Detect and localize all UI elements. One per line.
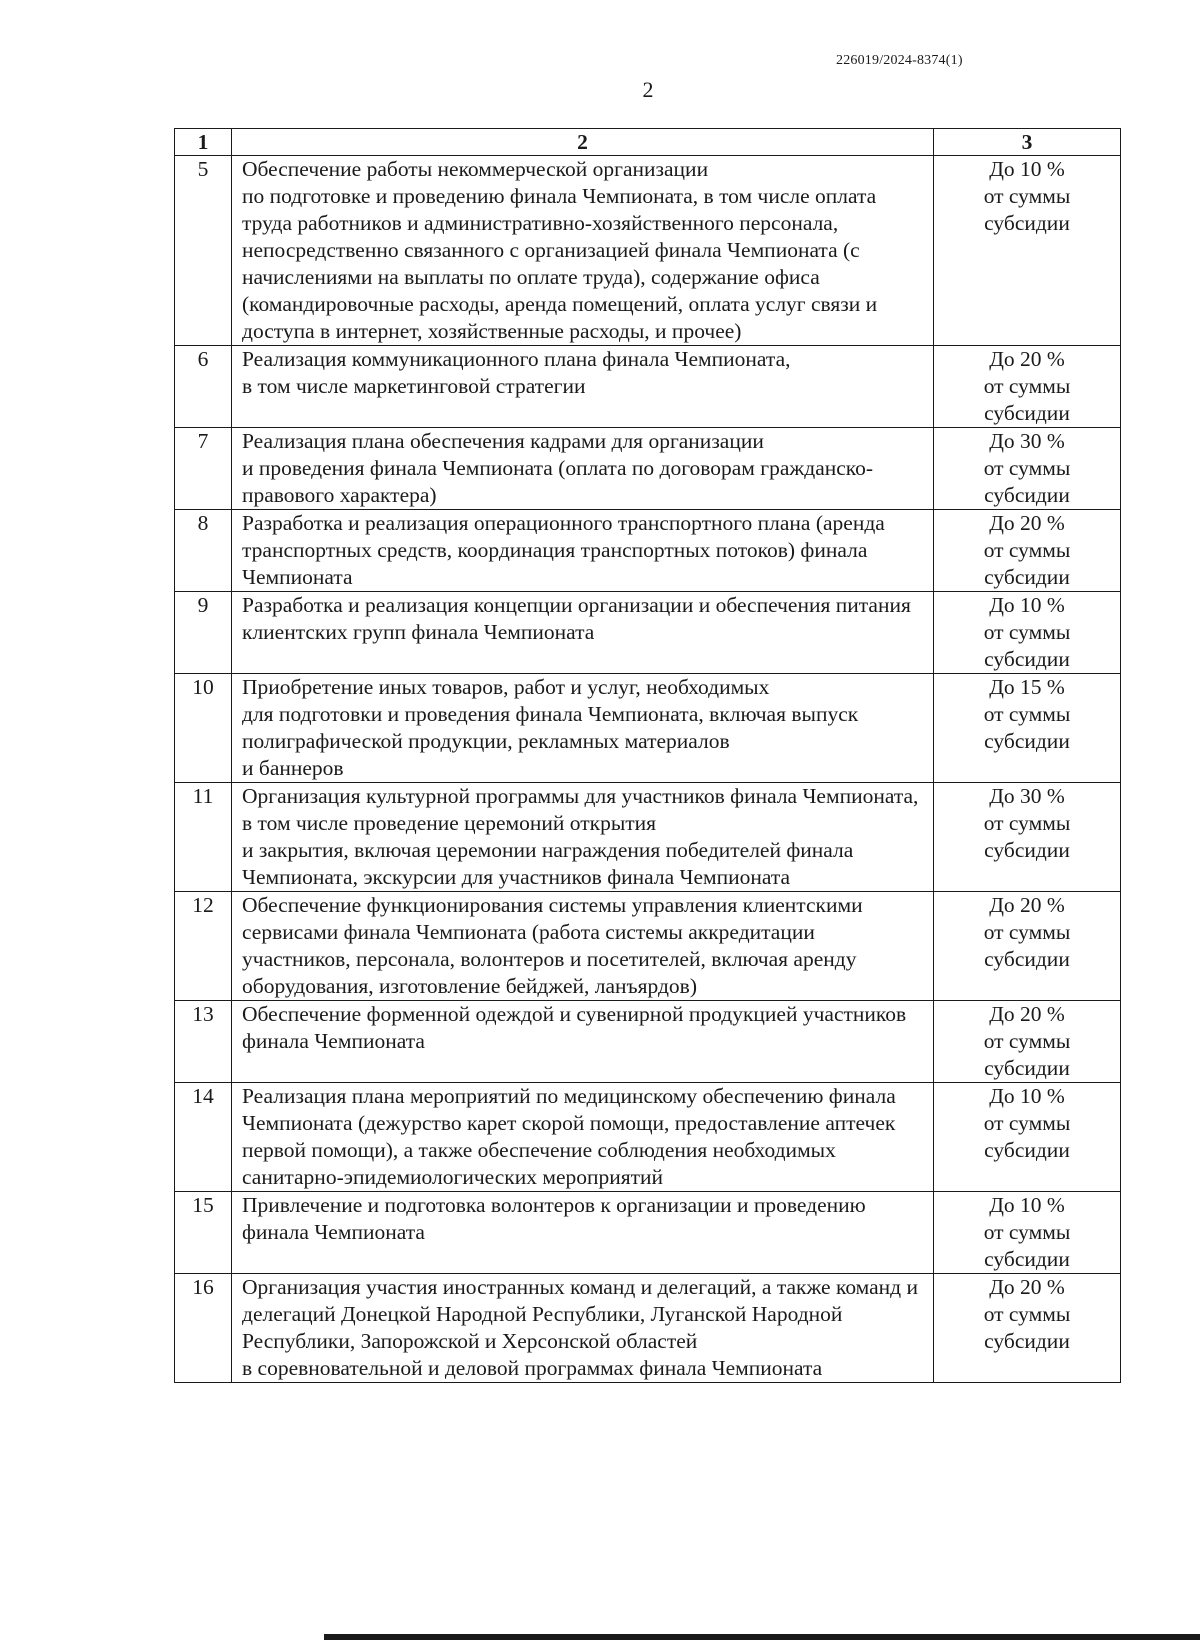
row-description: Организация участия иностранных команд и делегаций, а также команд и делегаций Донецкой Народной Республики, Луганской Народной Республики, Запорожской и Херсонской областей в соревновательной и деловой программах финала Чемпионата	[232, 1274, 934, 1383]
row-share: До 30 % от суммы субсидии	[934, 428, 1121, 510]
row-number: 15	[175, 1192, 232, 1274]
row-number: 16	[175, 1274, 232, 1383]
row-share: До 15 % от суммы субсидии	[934, 674, 1121, 783]
row-description: Разработка и реализация концепции организации и обеспечения питания клиентских групп финала Чемпионата	[232, 592, 934, 674]
row-description: Приобретение иных товаров, работ и услуг, необходимых для подготовки и проведения финала Чемпионата, включая выпуск полиграфической продукции, рекламных материалов и баннеров	[232, 674, 934, 783]
row-number: 5	[175, 156, 232, 346]
table-row	[175, 592, 1121, 674]
table-row	[175, 1192, 1121, 1274]
row-share: До 20 % от суммы субсидии	[934, 1274, 1121, 1383]
row-share: До 10 % от суммы субсидии	[934, 1192, 1121, 1274]
table-row	[175, 1001, 1121, 1083]
row-number: 11	[175, 783, 232, 892]
row-share: До 20 % от суммы субсидии	[934, 1001, 1121, 1083]
row-description: Привлечение и подготовка волонтеров к организации и проведению финала Чемпионата	[232, 1192, 934, 1274]
row-description: Реализация плана обеспечения кадрами для организации и проведения финала Чемпионата (оплата по договорам гражданско-правового характера)	[232, 428, 934, 510]
row-share: До 10 % от суммы субсидии	[934, 592, 1121, 674]
table-row	[175, 674, 1121, 783]
page-number: 2	[642, 77, 654, 102]
table-row	[175, 1083, 1121, 1192]
row-description: Организация культурной программы для участников финала Чемпионата, в том числе проведение церемоний открытия и закрытия, включая церемонии награждения победителей финала Чемпионата, экскурсии для участников финала Чемпионата	[232, 783, 934, 892]
row-description: Обеспечение работы некоммерческой организации по подготовке и проведению финала Чемпионата, в том числе оплата труда работников и административно-хозяйственного персонала, непосредственно связанного с организацией финала Чемпионата (с начислениями на выплаты по оплате труда), содержание офиса (командировочные расходы, аренда помещений, оплата услуг связи и доступа в интернет, хозяйственные расходы, и прочее)	[232, 156, 934, 346]
column-header-share: 3	[934, 129, 1121, 156]
table-row	[175, 1274, 1121, 1383]
table-row	[175, 510, 1121, 592]
row-description: Разработка и реализация операционного транспортного плана (аренда транспортных средств, координация транспортных потоков) финала Чемпионата	[232, 510, 934, 592]
row-number: 9	[175, 592, 232, 674]
row-number: 13	[175, 1001, 232, 1083]
row-description: Обеспечение форменной одеждой и сувенирной продукцией участников финала Чемпионата	[232, 1001, 934, 1083]
row-share: До 20 % от суммы субсидии	[934, 892, 1121, 1001]
row-number: 7	[175, 428, 232, 510]
row-share: До 20 % от суммы субсидии	[934, 346, 1121, 428]
row-description: Реализация коммуникационного плана финала Чемпионата, в том числе маркетинговой стратегии	[232, 346, 934, 428]
row-number: 10	[175, 674, 232, 783]
row-description: Обеспечение функционирования системы управления клиентскими сервисами финала Чемпионата (работа системы аккредитации участников, персонала, волонтеров и посетителей, включая аренду оборудования, изготовление бейджей, ланъярдов)	[232, 892, 934, 1001]
table-row	[175, 156, 1121, 346]
column-header-number: 1	[175, 129, 232, 156]
row-number: 12	[175, 892, 232, 1001]
row-share: До 20 % от суммы субсидии	[934, 510, 1121, 592]
expenses-table	[174, 128, 1121, 1383]
row-number: 14	[175, 1083, 232, 1192]
scan-edge-line	[324, 1634, 1200, 1640]
row-share: До 10 % от суммы субсидии	[934, 156, 1121, 346]
row-number: 6	[175, 346, 232, 428]
table-header-row	[175, 129, 1121, 156]
row-share: До 30 % от суммы субсидии	[934, 783, 1121, 892]
row-share: До 10 % от суммы субсидии	[934, 1083, 1121, 1192]
document-registration-number: 226019/2024-8374(1)	[836, 53, 963, 68]
table-row	[175, 892, 1121, 1001]
table-row	[175, 346, 1121, 428]
column-header-description: 2	[232, 129, 934, 156]
table-row	[175, 428, 1121, 510]
row-number: 8	[175, 510, 232, 592]
row-description: Реализация плана мероприятий по медицинскому обеспечению финала Чемпионата (дежурство карет скорой помощи, предоставление аптечек первой помощи), а также обеспечение соблюдения необходимых санитарно-эпидемиологических мероприятий	[232, 1083, 934, 1192]
table-row	[175, 783, 1121, 892]
